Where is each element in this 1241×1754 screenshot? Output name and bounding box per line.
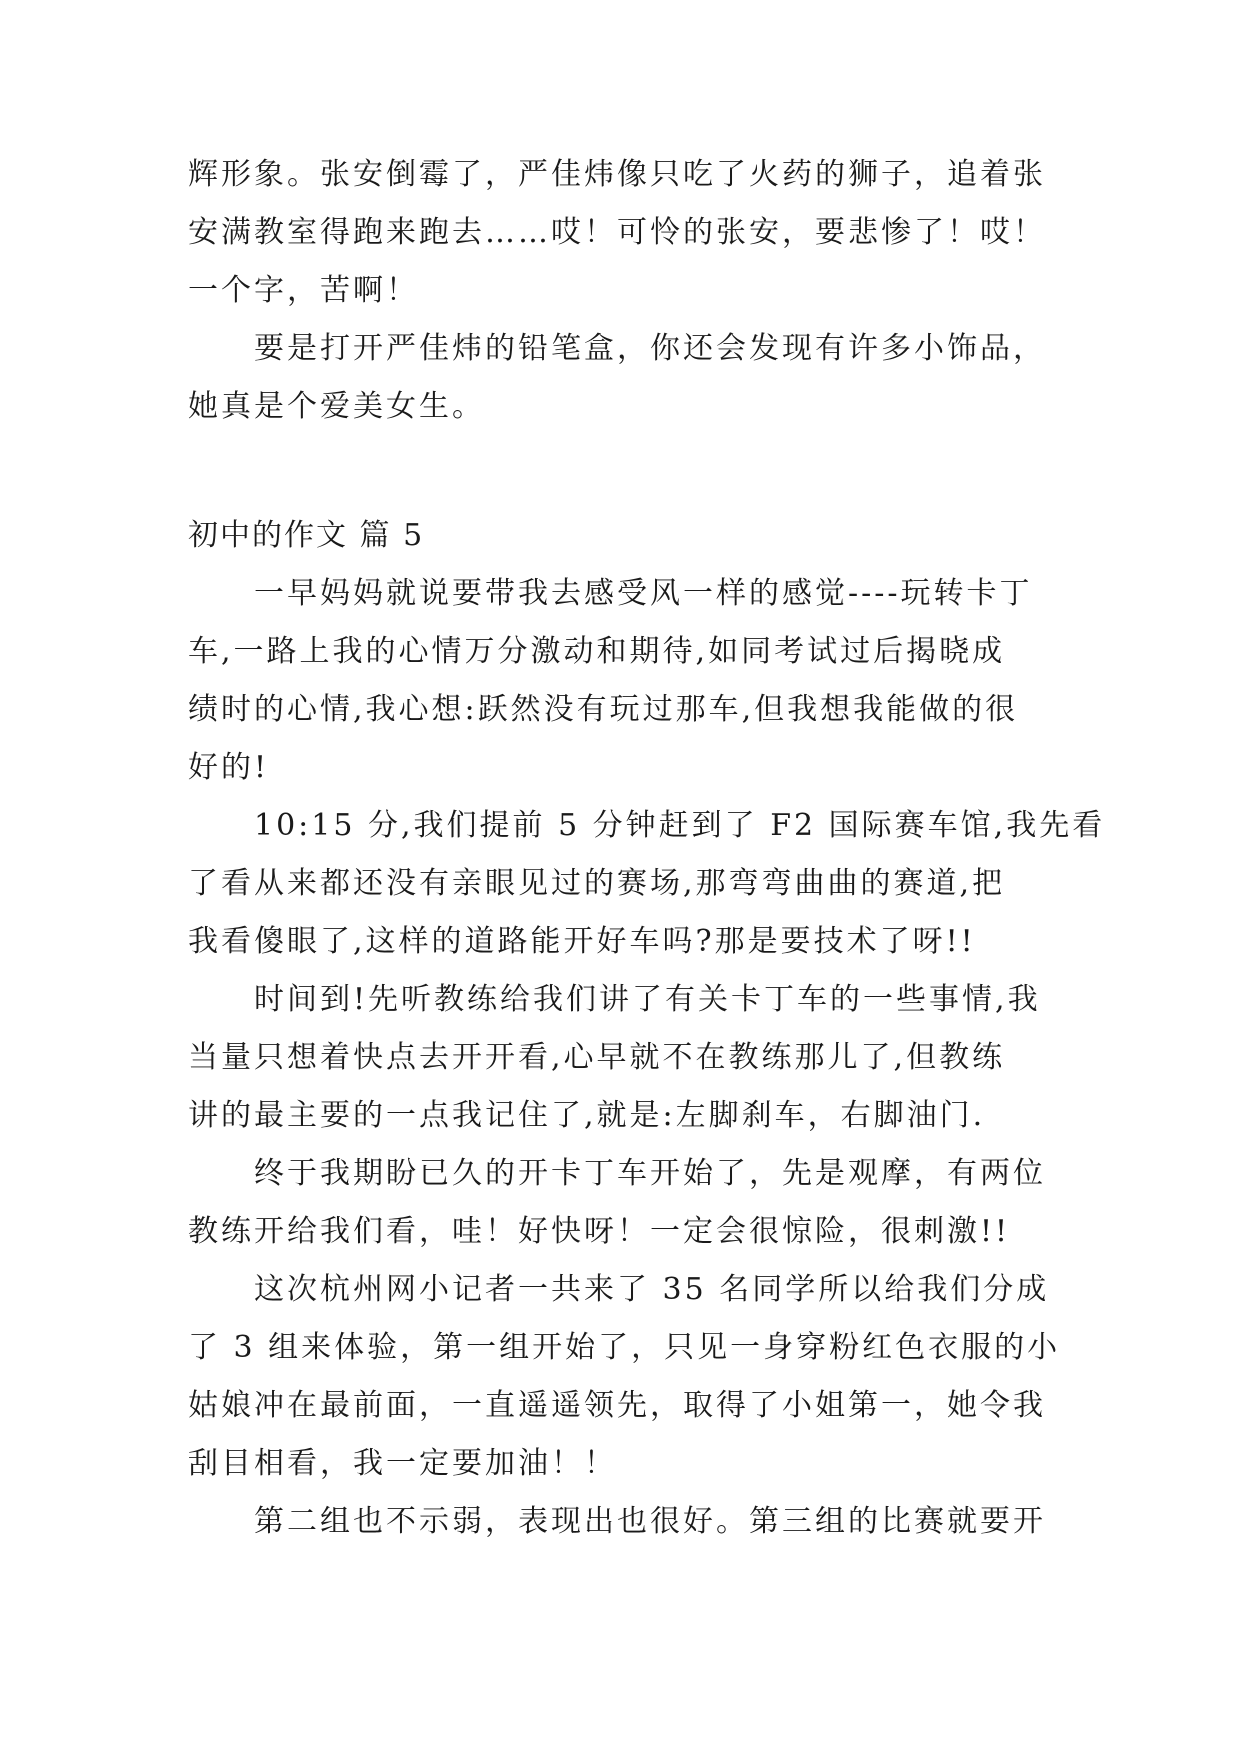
- paragraph-arrival: [188, 797, 1106, 971]
- heading-text: 初中的作文 篇 5: [188, 518, 425, 553]
- text-line: 一早妈妈就说要带我去感受风一样的感觉----玩转卡丁: [254, 576, 1033, 611]
- paragraph-observation: [188, 1145, 1058, 1261]
- text-line: 她真是个爱美女生。: [188, 389, 485, 424]
- text-line: 讲的最主要的一点我记住了,就是:左脚刹车，右脚油门.: [188, 1098, 986, 1133]
- paragraph-instruction: [188, 971, 1058, 1145]
- paragraph-intro: [188, 565, 1058, 797]
- text-line: 我看傻眼了,这样的道路能开好车吗?那是要技术了呀!!: [188, 924, 976, 959]
- text-line: 时间到!先听教练给我们讲了有关卡丁车的一些事情,我: [254, 982, 1041, 1017]
- text-line: 了 3 组来体验，第一组开始了，只见一身穿粉红色衣服的小: [188, 1330, 1061, 1365]
- text-line: 第二组也不示弱，表现出也很好。第三组的比赛就要开: [254, 1504, 1046, 1539]
- text-line: 了看从来都还没有亲眼见过的赛场,那弯弯曲曲的赛道,把: [188, 866, 1006, 901]
- text-line: 一个字，苦啊！: [188, 273, 419, 308]
- paragraph-groups: [188, 1261, 1061, 1493]
- text-line: 辉形象。张安倒霉了，严佳炜像只吃了火药的狮子，追着张: [188, 157, 1046, 192]
- text-line: 刮目相看，我一定要加油！！: [188, 1446, 617, 1481]
- paragraph-continuation: [188, 146, 1058, 320]
- text-line: 教练开给我们看，哇！好快呀！一定会很惊险，很刺激!!: [188, 1214, 1011, 1249]
- text-line: 要是打开严佳炜的铅笔盒，你还会发现有许多小饰品，: [254, 331, 1046, 366]
- text-line: 好的!: [188, 750, 270, 785]
- text-line: 这次杭州网小记者一共来了 35 名同学所以给我们分成: [254, 1272, 1050, 1307]
- text-line: 绩时的心情,我心想:跃然没有玩过那车,但我想我能做的很: [188, 692, 1019, 727]
- text-line: 当量只想着快点去开开看,心早就不在教练那儿了,但教练: [188, 1040, 1006, 1075]
- paragraph-second-group: [188, 1493, 1058, 1551]
- text-line: 姑娘冲在最前面，一直遥遥领先，取得了小姐第一，她令我: [188, 1388, 1046, 1423]
- text-line: 10:15 分,我们提前 5 分钟赶到了 F2 国际赛车馆,我先看: [254, 808, 1106, 843]
- text-line: 安满教室得跑来跑去……哎！可怜的张安，要悲惨了！哎！: [188, 215, 1046, 250]
- text-line: 终于我期盼已久的开卡丁车开始了，先是观摩，有两位: [254, 1156, 1046, 1191]
- paragraph-pencil-box: [188, 320, 1058, 436]
- section-heading: [188, 507, 1058, 565]
- text-line: 车,一路上我的心情万分激动和期待,如同考试过后揭晓成: [188, 634, 1006, 669]
